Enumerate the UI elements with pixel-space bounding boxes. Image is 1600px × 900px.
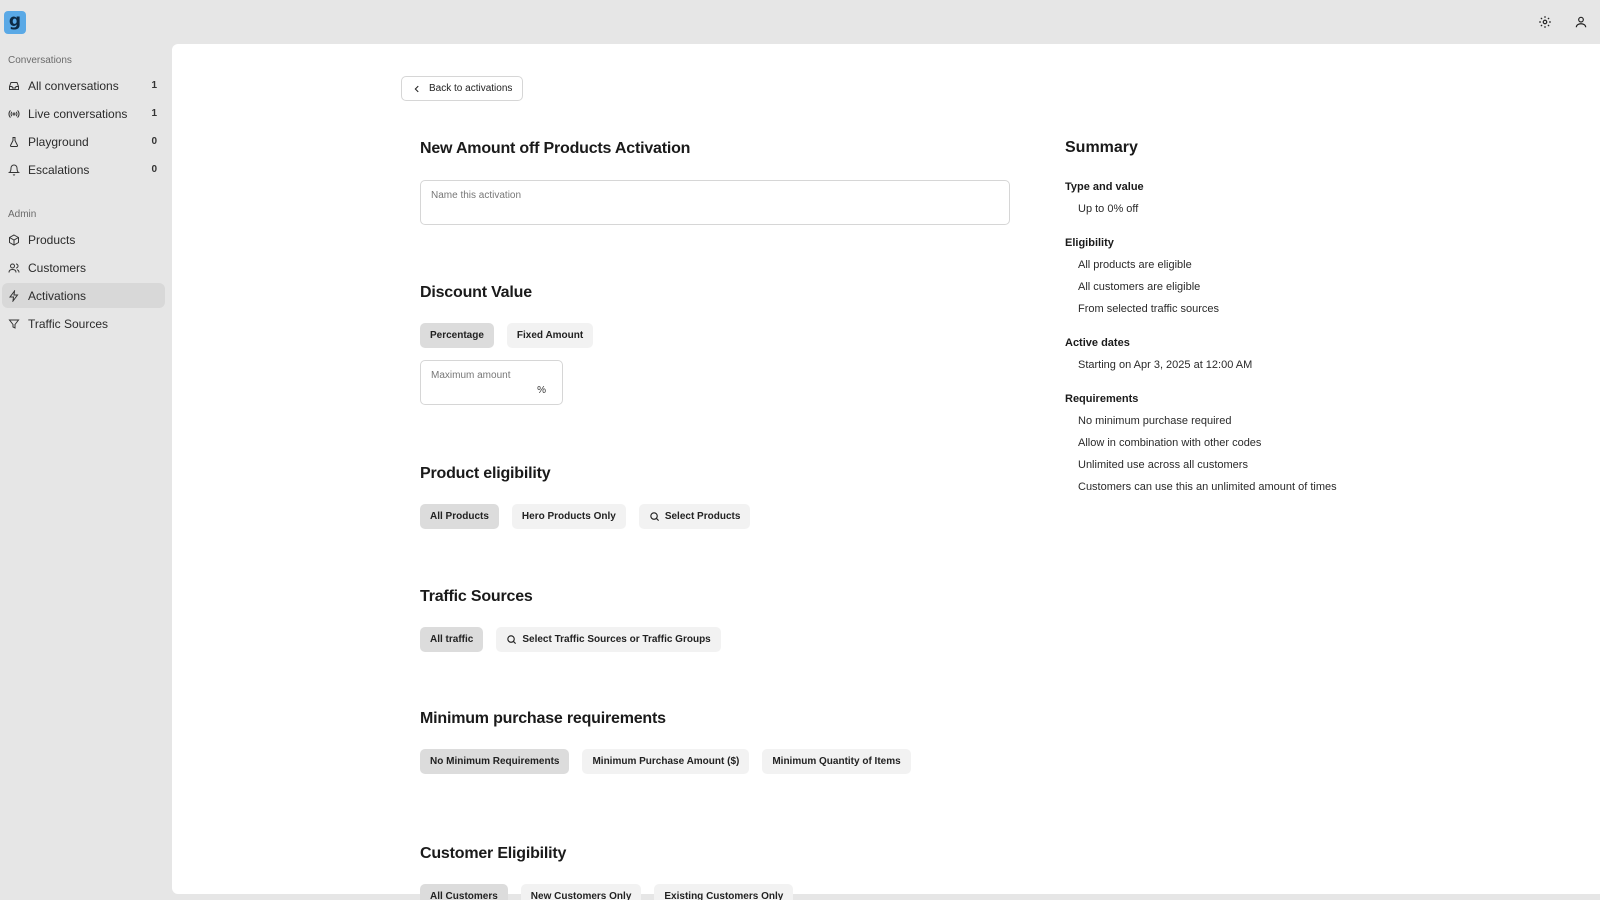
sidebar-item-label: All conversations	[28, 78, 119, 93]
customer-eligibility-options	[420, 884, 806, 900]
conversations-section-label: Conversations	[8, 55, 72, 66]
select-traffic-sources-option[interactable]	[496, 627, 720, 652]
summary-requirements-label: Requirements	[1065, 393, 1139, 405]
users-icon	[8, 262, 20, 274]
activation-name-input[interactable]	[431, 190, 960, 201]
product-eligibility-heading: Product eligibility	[420, 465, 551, 482]
summary-requirement-line: Unlimited use across all customers	[1078, 459, 1248, 471]
all-traffic-option[interactable]: All traffic	[420, 627, 483, 652]
new-customers-option[interactable]: New Customers Only	[521, 884, 642, 900]
summary-dates-value: Starting on Apr 3, 2025 at 12:00 AM	[1078, 359, 1253, 371]
chevron-left-icon	[412, 84, 422, 94]
sidebar-item-products[interactable]	[2, 227, 165, 252]
select-traffic-sources-label: Select Traffic Sources or Traffic Groups	[522, 634, 711, 645]
funnel-icon	[8, 318, 20, 330]
summary-type-label: Type and value	[1065, 181, 1144, 193]
sidebar	[0, 44, 170, 900]
lightning-icon	[8, 290, 20, 302]
count-badge: 1	[151, 108, 157, 119]
search-icon	[506, 634, 517, 645]
customer-eligibility-heading: Customer Eligibility	[420, 845, 567, 862]
back-to-activations-button[interactable]	[401, 76, 523, 101]
minimum-purchase-options	[420, 749, 924, 774]
top-bar	[0, 0, 1600, 44]
select-products-option[interactable]	[639, 504, 751, 529]
sidebar-item-escalations[interactable]	[2, 157, 165, 182]
summary-title: Summary	[1065, 139, 1138, 156]
summary-requirement-line: Customers can use this an unlimited amount of times	[1078, 481, 1337, 493]
sidebar-item-label: Playground	[28, 134, 89, 149]
bell-icon	[8, 164, 20, 176]
summary-eligibility-label: Eligibility	[1065, 237, 1114, 249]
traffic-sources-heading: Traffic Sources	[420, 588, 533, 605]
traffic-sources-options	[420, 627, 734, 652]
sidebar-item-traffic-sources[interactable]	[2, 311, 165, 336]
summary-eligibility-line: From selected traffic sources	[1078, 303, 1220, 315]
minimum-purchase-heading: Minimum purchase requirements	[420, 710, 666, 727]
percentage-option[interactable]: Percentage	[420, 323, 494, 348]
summary-requirement-line: Allow in combination with other codes	[1078, 437, 1262, 449]
back-button-label: Back to activations	[429, 83, 513, 94]
product-eligibility-options	[420, 504, 763, 529]
sidebar-item-live-conversations[interactable]	[2, 101, 165, 126]
sidebar-item-label: Escalations	[28, 162, 90, 177]
discount-type-options	[420, 323, 606, 348]
sidebar-item-label: Live conversations	[28, 106, 128, 121]
summary-type-value: Up to 0% off	[1078, 203, 1139, 215]
app-logo[interactable]: g	[4, 11, 26, 34]
summary-eligibility-line: All products are eligible	[1078, 259, 1192, 271]
inbox-icon	[8, 80, 20, 92]
sidebar-item-customers[interactable]	[2, 255, 165, 280]
summary-requirement-line: No minimum purchase required	[1078, 415, 1232, 427]
count-badge: 0	[151, 164, 157, 175]
no-minimum-option[interactable]: No Minimum Requirements	[420, 749, 569, 774]
existing-customers-option[interactable]: Existing Customers Only	[654, 884, 793, 900]
gear-icon[interactable]	[1536, 13, 1554, 31]
flask-icon	[8, 136, 20, 148]
sidebar-item-label: Products	[28, 232, 76, 247]
hero-products-option[interactable]: Hero Products Only	[512, 504, 626, 529]
sidebar-item-all-conversations[interactable]	[2, 73, 165, 98]
sidebar-item-label: Activations	[28, 288, 87, 303]
summary-eligibility-line: All customers are eligible	[1078, 281, 1201, 293]
maximum-amount-field[interactable]	[420, 360, 563, 405]
count-badge: 0	[151, 136, 157, 147]
sidebar-item-activations[interactable]	[2, 283, 165, 308]
search-icon	[649, 511, 660, 522]
count-badge: 1	[151, 80, 157, 91]
broadcast-icon	[8, 108, 20, 120]
sidebar-item-playground[interactable]	[2, 129, 165, 154]
maximum-amount-input[interactable]	[431, 370, 531, 381]
sidebar-item-label: Traffic Sources	[28, 316, 109, 331]
discount-value-heading: Discount Value	[420, 284, 532, 301]
main-panel	[172, 44, 1600, 900]
activation-name-field[interactable]	[420, 180, 1010, 225]
summary-dates-label: Active dates	[1065, 337, 1130, 349]
percent-suffix: %	[537, 385, 546, 396]
select-products-label: Select Products	[664, 511, 741, 522]
package-icon	[8, 234, 20, 246]
all-customers-option[interactable]: All Customers	[420, 884, 508, 900]
user-icon[interactable]	[1572, 13, 1590, 31]
fixed-amount-option[interactable]: Fixed Amount	[507, 323, 593, 348]
admin-section-label: Admin	[8, 209, 37, 220]
minimum-quantity-option[interactable]: Minimum Quantity of Items	[762, 749, 910, 774]
all-products-option[interactable]: All Products	[420, 504, 499, 529]
sidebar-item-label: Customers	[28, 260, 87, 275]
page-title: New Amount off Products Activation	[420, 140, 691, 157]
minimum-amount-option[interactable]: Minimum Purchase Amount ($)	[582, 749, 749, 774]
